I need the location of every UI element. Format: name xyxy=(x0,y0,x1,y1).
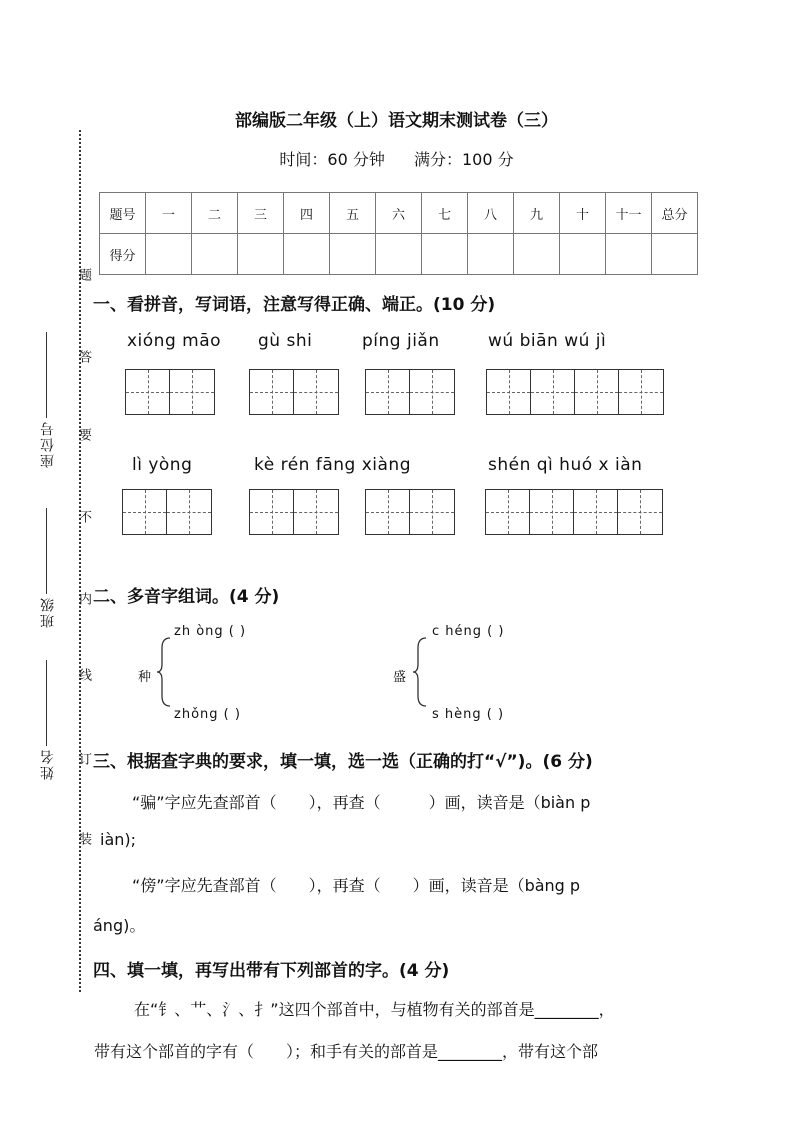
grid-cell[interactable] xyxy=(250,490,294,534)
binding-dotted-line xyxy=(79,130,81,992)
grid-cell[interactable] xyxy=(410,370,454,414)
score-header-cell: 十一 xyxy=(606,193,652,234)
question-text: 带有这个部首的字有（ ）；和手有关的部首是________，带有这个部 xyxy=(94,1042,599,1061)
writing-grid[interactable] xyxy=(365,489,455,535)
score-entry-cell[interactable] xyxy=(376,234,422,275)
margin-warning-char: 线 xyxy=(76,668,91,681)
name-label: 姓名 xyxy=(40,748,56,780)
score-header-cell: 五 xyxy=(330,193,376,234)
score-table xyxy=(99,192,698,275)
brace-icon xyxy=(412,636,428,708)
grid-cell[interactable] xyxy=(530,490,574,534)
seat-number-field[interactable] xyxy=(46,332,47,418)
section2-heading: 二、多音字组词。(4 分) xyxy=(93,587,280,607)
polyphone-character: 种 xyxy=(138,670,153,685)
score-entry-cell[interactable] xyxy=(652,234,698,275)
pinyin-prompt: gù shi xyxy=(258,331,313,351)
pinyin-prompt: wú biān wú jì xyxy=(488,331,607,351)
score-header-cell: 二 xyxy=(192,193,238,234)
pinyin-prompt: shén qì huó x iàn xyxy=(488,455,643,475)
grid-cell[interactable] xyxy=(531,370,575,414)
exam-total-score: 满分：100 分 xyxy=(413,150,514,169)
section1-heading: 一、看拼音，写词语，注意写得正确、端正。(10 分) xyxy=(93,295,496,315)
page-title: 部编版二年级（上）语文期末测试卷（三） xyxy=(235,111,558,131)
score-row-label: 得分 xyxy=(100,234,146,275)
score-header-cell: 四 xyxy=(284,193,330,234)
score-header-cell: 一 xyxy=(146,193,192,234)
grid-cell[interactable] xyxy=(574,490,618,534)
writing-grid[interactable] xyxy=(125,369,215,415)
question-text: áng)。 xyxy=(93,916,146,935)
score-table-header-row xyxy=(100,193,698,234)
writing-grid[interactable] xyxy=(122,489,212,535)
score-entry-cell[interactable] xyxy=(238,234,284,275)
margin-warning-char: 题 xyxy=(76,268,91,281)
polyphone-reading: c héng ( ) xyxy=(432,624,505,639)
section4-heading: 四、填一填，再写出带有下列部首的字。(4 分) xyxy=(93,961,450,981)
exam-info xyxy=(0,147,793,170)
seat-number-label: 座位号 xyxy=(40,420,56,468)
grid-cell[interactable] xyxy=(619,370,663,414)
class-label: 班级 xyxy=(40,596,56,628)
margin-warning-char: 答 xyxy=(76,350,91,363)
exam-time: 时间：60 分钟 xyxy=(279,150,385,169)
grid-cell[interactable] xyxy=(487,370,531,414)
brace-icon xyxy=(156,636,172,708)
writing-grid[interactable] xyxy=(485,489,663,535)
score-entry-cell[interactable] xyxy=(514,234,560,275)
pinyin-prompt: lì yòng xyxy=(132,455,193,475)
grid-cell[interactable] xyxy=(618,490,662,534)
writing-grid[interactable] xyxy=(249,489,339,535)
score-table-score-row xyxy=(100,234,698,275)
question-text: 在“钅、艹、氵、扌”这四个部首中，与植物有关的部首是________， xyxy=(134,1000,615,1019)
score-header-cell: 题号 xyxy=(100,193,146,234)
class-field[interactable] xyxy=(46,508,47,594)
pinyin-prompt: kè rén fāng xiàng xyxy=(254,455,411,475)
grid-cell[interactable] xyxy=(123,490,167,534)
writing-grid[interactable] xyxy=(365,369,455,415)
pinyin-prompt: xióng māo xyxy=(127,331,222,351)
score-header-cell: 总分 xyxy=(652,193,698,234)
margin-warning-char: 要 xyxy=(76,428,91,441)
grid-cell[interactable] xyxy=(575,370,619,414)
section3-heading: 三、根据查字典的要求，填一填，选一选（正确的打“√”)。(6 分) xyxy=(93,752,593,772)
score-header-cell: 十 xyxy=(560,193,606,234)
question-text: “傍”字应先查部首（ ），再查（ ）画，读音是（bàng p xyxy=(132,876,581,895)
score-entry-cell[interactable] xyxy=(468,234,514,275)
score-entry-cell[interactable] xyxy=(422,234,468,275)
polyphone-character: 盛 xyxy=(393,670,408,685)
score-header-cell: 三 xyxy=(238,193,284,234)
name-field[interactable] xyxy=(46,660,47,746)
margin-warning-char: 订 xyxy=(76,752,91,765)
score-header-cell: 九 xyxy=(514,193,560,234)
question-text: “骗”字应先查部首（ ），再查（ ）画，读音是（biàn p xyxy=(132,793,591,812)
writing-grid[interactable] xyxy=(249,369,339,415)
pinyin-prompt: píng jiǎn xyxy=(362,331,440,351)
grid-cell[interactable] xyxy=(250,370,294,414)
score-entry-cell[interactable] xyxy=(284,234,330,275)
score-entry-cell[interactable] xyxy=(606,234,652,275)
grid-cell[interactable] xyxy=(167,490,211,534)
grid-cell[interactable] xyxy=(486,490,530,534)
margin-warning-char: 内 xyxy=(76,592,91,605)
grid-cell[interactable] xyxy=(294,490,338,534)
score-header-cell: 八 xyxy=(468,193,514,234)
grid-cell[interactable] xyxy=(294,370,338,414)
margin-warning-char: 装 xyxy=(76,832,91,845)
grid-cell[interactable] xyxy=(170,370,214,414)
score-entry-cell[interactable] xyxy=(192,234,238,275)
margin-warning-char: 不 xyxy=(76,510,91,523)
score-entry-cell[interactable] xyxy=(560,234,606,275)
grid-cell[interactable] xyxy=(366,490,410,534)
grid-cell[interactable] xyxy=(366,370,410,414)
score-header-cell: 七 xyxy=(422,193,468,234)
question-text: iàn); xyxy=(100,830,137,849)
polyphone-reading: zh òng ( ) xyxy=(174,624,247,639)
writing-grid[interactable] xyxy=(486,369,664,415)
polyphone-reading: zhǒng ( ) xyxy=(174,707,241,722)
score-header-cell: 六 xyxy=(376,193,422,234)
grid-cell[interactable] xyxy=(410,490,454,534)
score-entry-cell[interactable] xyxy=(330,234,376,275)
polyphone-reading: s hèng ( ) xyxy=(432,707,505,722)
grid-cell[interactable] xyxy=(126,370,170,414)
score-entry-cell[interactable] xyxy=(146,234,192,275)
